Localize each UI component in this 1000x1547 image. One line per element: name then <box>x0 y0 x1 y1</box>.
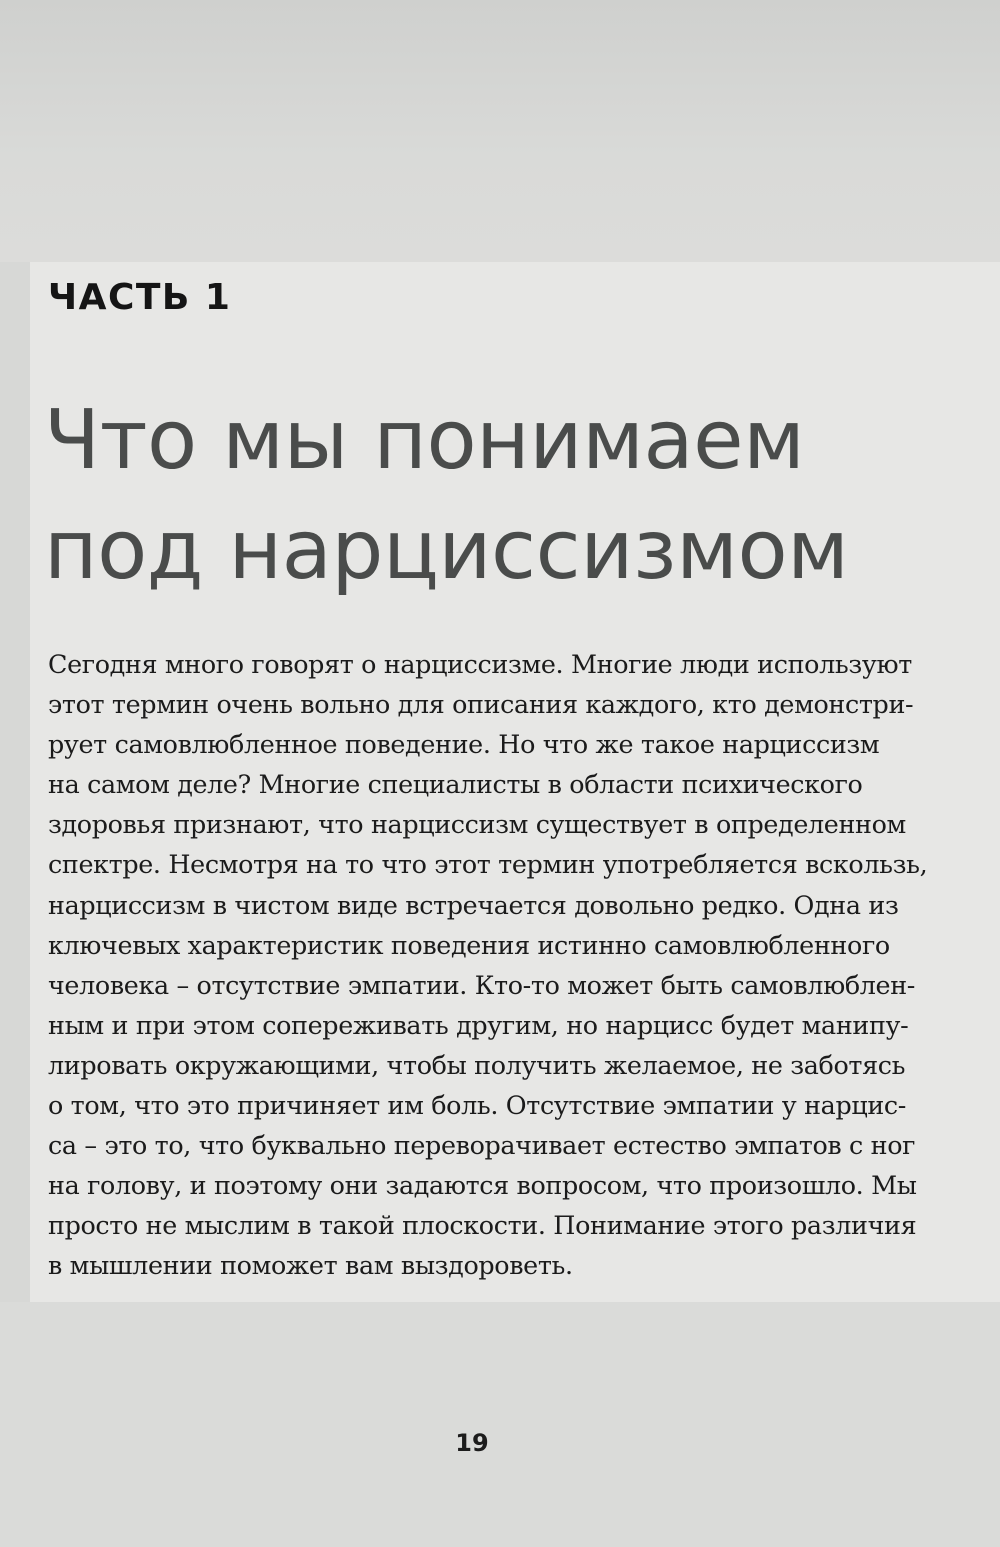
body-line: спектре. Несмотря на то что этот термин употребляется вскользь, <box>48 849 928 880</box>
body-line: человека – отсутствие эмпатии. Кто-то может быть самовлюблен- <box>48 969 916 1000</box>
body-line: здоровья признают, что нарциссизм существует в определенном <box>48 809 906 840</box>
body-line: ным и при этом сопереживать другим, но нарцисс будет манипу- <box>48 1009 909 1040</box>
top-margin <box>0 0 1000 262</box>
body-line: этот термин очень вольно для описания каждого, кто демонстри- <box>48 689 914 720</box>
body-line: ключевых характеристик поведения истинно самовлюбленного <box>48 929 890 960</box>
part-label: ЧАСТЬ 1 <box>48 277 232 318</box>
chapter-title-line: под нарциссизмом <box>44 503 849 598</box>
page-number: 19 <box>455 1429 489 1457</box>
body-line: лировать окружающими, чтобы получить желаемое, не заботясь <box>48 1049 906 1080</box>
body-paragraph <box>48 644 943 1286</box>
body-line: в мышлении поможет вам выздороветь. <box>48 1250 573 1281</box>
body-line: Сегодня много говорят о нарциссизме. Многие люди используют <box>48 649 912 679</box>
body-line: нарциссизм в чистом виде встречается довольно редко. Одна из <box>48 889 899 920</box>
body-line: на голову, и поэтому они задаются вопросом, что произошло. Мы <box>48 1170 917 1201</box>
body-line: рует самовлюбленное поведение. Но что же такое нарциссизм <box>48 729 880 760</box>
chapter-title <box>44 386 944 606</box>
bottom-margin <box>0 1302 1000 1547</box>
body-line: на самом деле? Многие специалисты в области психического <box>48 769 863 800</box>
body-line: са – это то, что буквально переворачивает естество эмпатов с ног <box>48 1130 916 1161</box>
chapter-title-line: Что мы понимаем <box>44 393 805 488</box>
body-line: просто не мыслим в такой плоскости. Понимание этого различия <box>48 1210 917 1241</box>
body-line: о том, что это причиняет им боль. Отсутствие эмпатии у нарцис- <box>48 1090 907 1121</box>
